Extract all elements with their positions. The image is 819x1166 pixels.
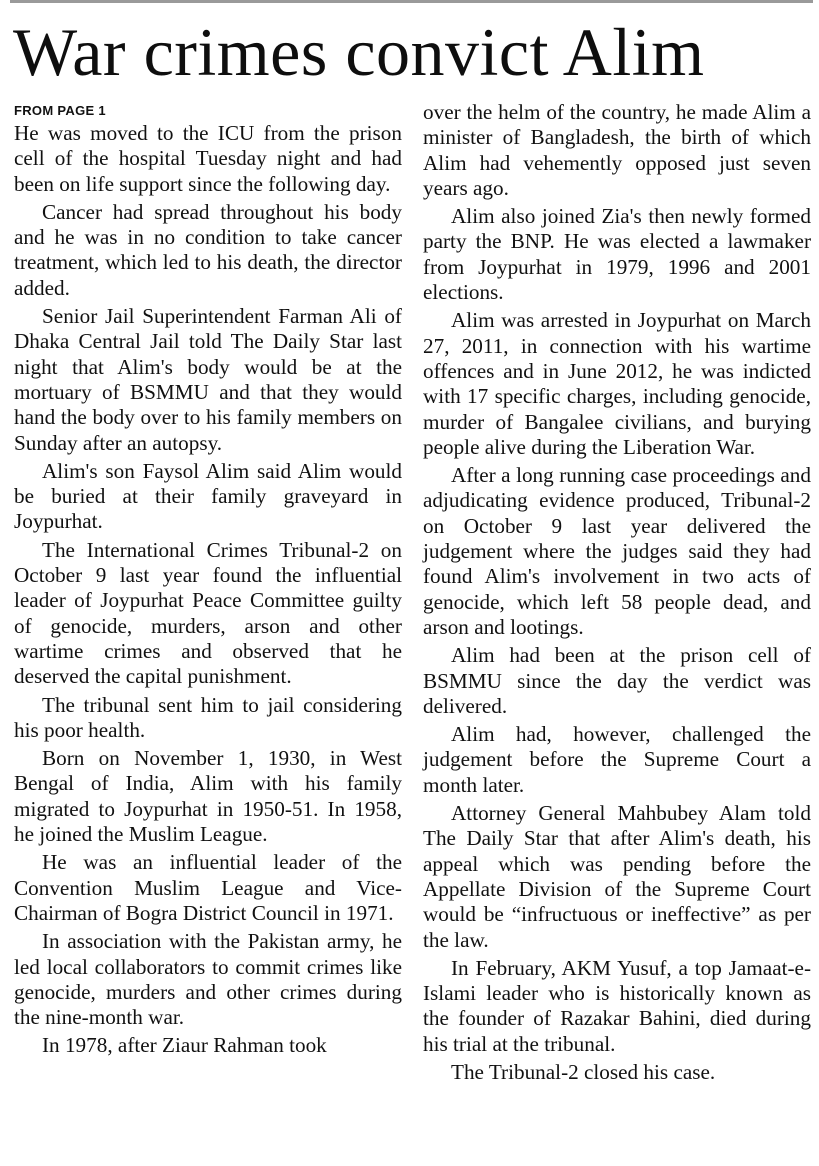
paragraph: He was an influential leader of the Convention Muslim League and Vice-Chairman of Bogra District Council in 1971. (14, 850, 402, 925)
continuation-label: FROM PAGE 1 (14, 103, 106, 118)
paragraph: Senior Jail Superintendent Farman Ali of Dhaka Central Jail told The Daily Star last night that Alim's body would be at the mortuary of BSMMU and that they would hand the body over to his family members on Sunday after an autopsy. (14, 304, 402, 455)
paragraph: Alim had, however, challenged the judgement before the Supreme Court a month later. (423, 722, 811, 797)
paragraph: Attorney General Mahbubey Alam told The Daily Star that after Alim's death, his appeal which was pending before the Appellate Division of the Supreme Court would be “infructuous or ineffective” as per the law. (423, 801, 811, 952)
top-rule (10, 0, 813, 3)
paragraph: The International Crimes Tribunal-2 on October 9 last year found the influential leader of Joypurhat Peace Committee guilty of genocide, murders, arson and other wartime crimes and observed that he deserved the capital punishment. (14, 537, 402, 689)
paragraph: In association with the Pakistan army, he led local collaborators to commit crimes like genocide, murders and other crimes during the nine-month war. (14, 929, 402, 1030)
paragraph: Alim was arrested in Joypurhat on March 27, 2011, in connection with his wartime offences and in June 2012, he was indicted with 17 specific charges, including genocide, murder of Bangalee civilians, and burying people alive during the Liberation War. (423, 308, 811, 459)
article-headline: War crimes convict Alim (13, 14, 705, 90)
paragraph: After a long running case proceedings and adjudicating evidence produced, Tribunal-2 on October 9 last year delivered the judgement where the judges said they had found Alim's involvement in two acts of genocide, which left 58 people dead, and arson and lootings. (423, 463, 811, 639)
paragraph: Born on November 1, 1930, in West Bengal of India, Alim with his family migrated to Joypurhat in 1950-51. In 1958, he joined the Muslim League. (14, 746, 402, 847)
paragraph: Alim also joined Zia's then newly formed party the BNP. He was elected a lawmaker from Joypurhat in 1979, 1996 and 2001 elections. (423, 204, 811, 305)
paragraph: He was moved to the ICU from the prison cell of the hospital Tuesday night and had been on life support since the following day. (14, 121, 402, 196)
paragraph: In February, AKM Yusuf, a top Jamaat-e-Islami leader who is historically known as the founder of Razakar Bahini, died during his trial at the tribunal. (423, 955, 811, 1056)
paragraph: In 1978, after Ziaur Rahman took (42, 1033, 327, 1058)
left-column (14, 100, 402, 1062)
paragraph: Cancer had spread throughout his body and he was in no condition to take cancer treatment, which led to his death, the director added. (14, 199, 402, 300)
paragraph: The tribunal sent him to jail considering his poor health. (14, 692, 402, 742)
right-column (423, 100, 811, 1088)
paragraph: Alim had been at the prison cell of BSMMU since the day the verdict was delivered. (423, 643, 811, 718)
paragraph: Alim's son Faysol Alim said Alim would be buried at their family graveyard in Joypurhat. (14, 458, 402, 534)
paragraph: The Tribunal-2 closed his case. (451, 1059, 716, 1084)
paragraph: over the helm of the country, he made Alim a minister of Bangladesh, the birth of which Alim had vehemently opposed just seven years ago. (423, 100, 811, 200)
